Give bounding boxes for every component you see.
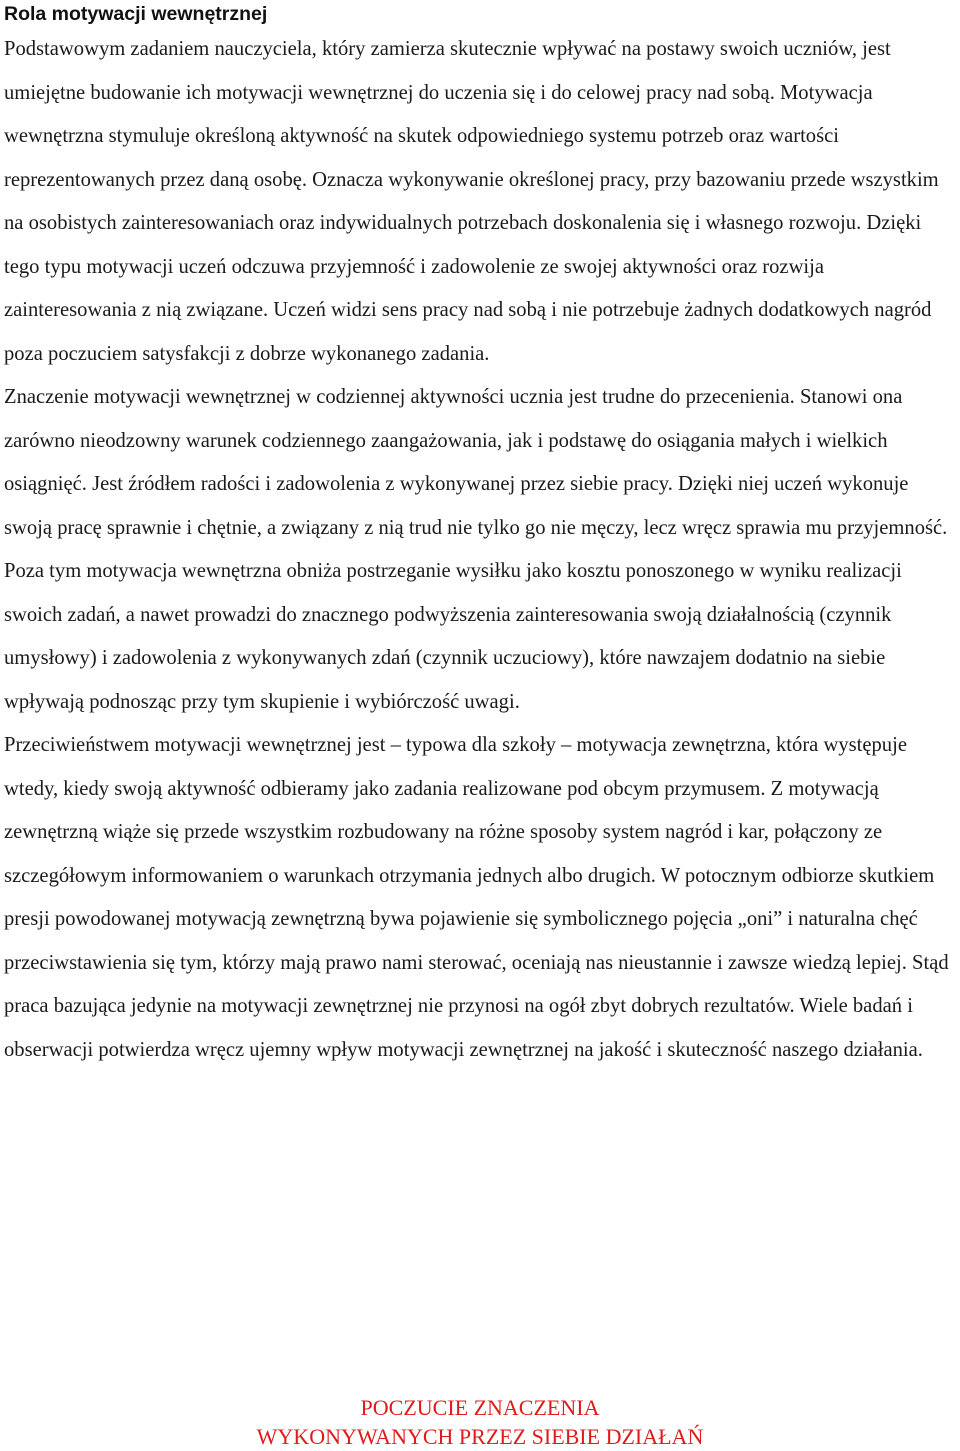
footer-title — [0, 1393, 960, 1451]
paragraph-intrinsic-motivation: Podstawowym zadaniem nauczyciela, który zamierza skutecznie wpływać na postawy swoich uczniów, jest umiejętne budowanie ich motywacji wewnętrznej do uczenia się i do celowej pracy nad sobą. Motywacja wewnętrzna stymuluje określoną aktywność na skutek odpowiedniego systemu potrzeb oraz wartości reprezentowanych przez daną osobę. Oznacza wykonywanie określonej pracy, przy bazowaniu przede wszystkim na osobistych zainteresowaniach oraz indywidualnych potrzebach doskonalenia się i własnego rozwoju. Dzięki tego typu motywacji uczeń odczuwa przyjemność i zadowolenie ze swojej aktywności oraz rozwija zainteresowania z nią związane. Uczeń widzi sens pracy nad sobą i nie potrzebuje żadnych dodatkowych nagród poza poczuciem satysfakcji z dobrze wykonanego zadania. — [4, 38, 939, 365]
paragraph-extrinsic-motivation: Przeciwieństwem motywacji wewnętrznej jest – typowa dla szkoły – motywacja zewnętrzna, która występuje wtedy, kiedy swoją aktywność odbieramy jako zadania realizowane pod obcym przymusem. Z motywacją zewnętrzną wiąże się przede wszystkim rozbudowany na różne sposoby system nagród i kar, połączony ze szczegółowym informowaniem o warunkach otrzymania jednych albo drugich. W potocznym odbiorze skutkiem presji powodowanej motywacją zewnętrzną bywa pojawienie się symbolicznego pojęcia „oni” i naturalna chęć przeciwstawienia się tym, którzy mają prawo nami sterować, oceniają nas nieustannie i zawsze wiedzą lepiej. Stąd praca bazująca jedynie na motywacji zewnętrznej nie przynosi na ogół zbyt dobrych rezultatów. Wiele badań i obserwacji potwierdza wręcz ujemny wpływ motywacji zewnętrznej na jakość i skuteczność naszego działania. — [4, 734, 949, 1061]
footer-title-line-1: POCZUCIE ZNACZENIA — [360, 1395, 600, 1420]
document-page — [4, 0, 958, 1072]
footer-title-line-2: WYKONYWANYCH PRZEZ SIEBIE DZIAŁAŃ — [256, 1424, 704, 1449]
paragraph-importance: Znaczenie motywacji wewnętrznej w codziennej aktywności ucznia jest trudne do przecenienia. Stanowi ona zarówno nieodzowny warunek codziennego zaangażowania, jak i podstawę do osiągania małych i wielkich osiągnięć. Jest źródłem radości i zadowolenia z wykonywanej przez siebie pracy. Dzięki niej uczeń wykonuje swoją pracę sprawnie i chętnie, a związany z nią trud nie tylko go nie męczy, lecz wręcz sprawia mu przyjemność. Poza tym motywacja wewnętrzna obniża postrzeganie wysiłku jako kosztu ponoszonego w wyniku realizacji swoich zadań, a nawet prowadzi do znacznego podwyższenia zainteresowania swoją działalnością (czynnik umysłowy) i zadowolenia z wykonywanych zdań (czynnik uczuciowy), które nawzajem dodatnio na siebie wpływają podnosząc przy tym skupienie i wybiórczość uwagi. — [4, 386, 948, 713]
section-heading: Rola motywacji wewnętrznej — [4, 3, 268, 25]
